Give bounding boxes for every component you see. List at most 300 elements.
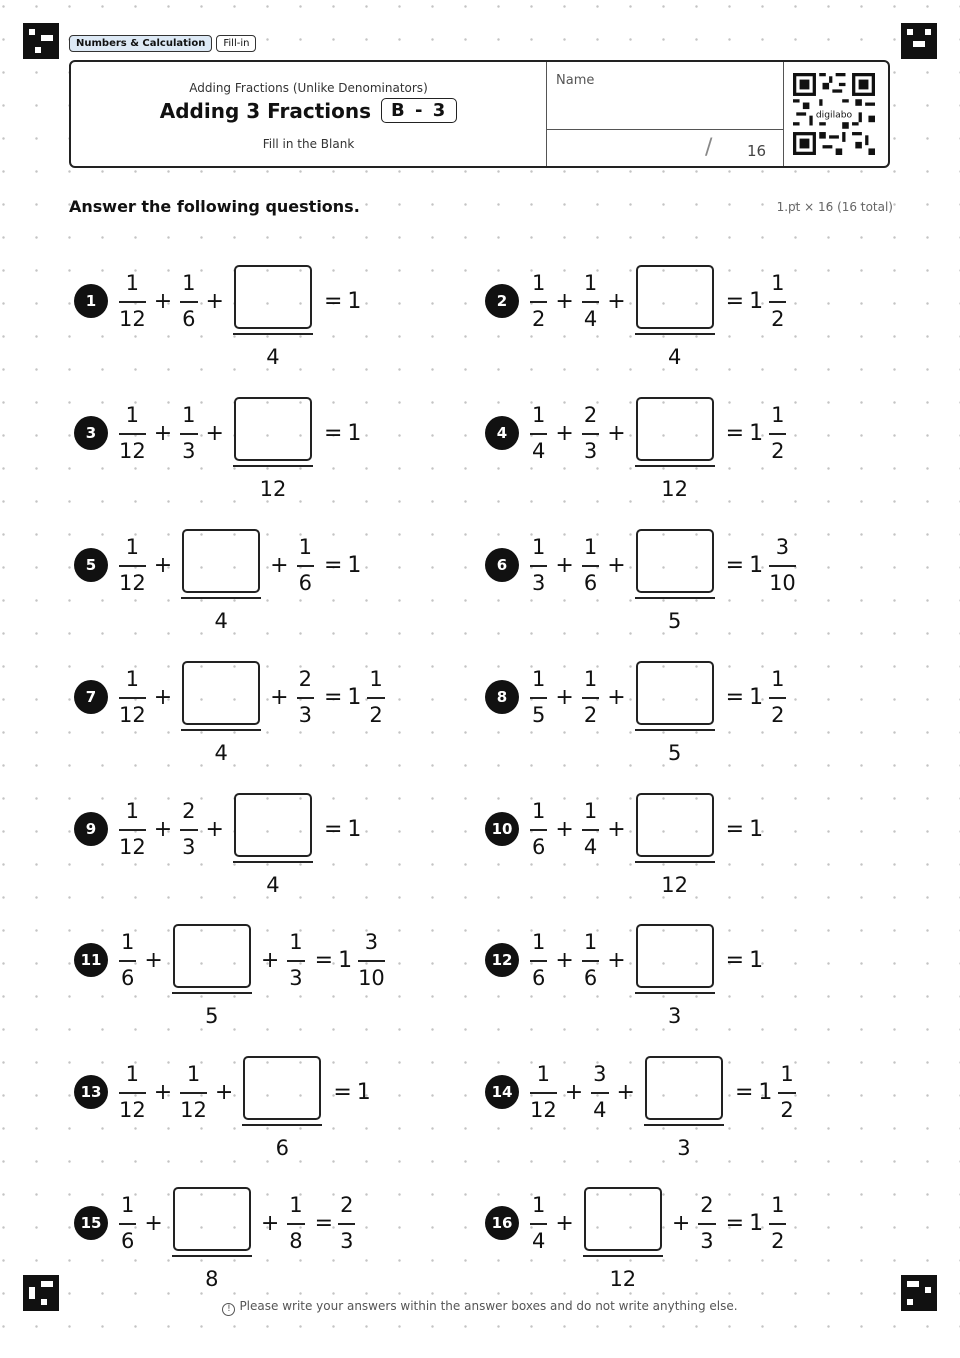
- denominator: 12: [119, 1097, 146, 1122]
- numerator: 1: [532, 534, 546, 559]
- question-number: 15: [74, 1206, 108, 1240]
- title-block: [71, 62, 546, 166]
- question-number: 3: [74, 416, 108, 450]
- result-whole: 1: [749, 1210, 764, 1236]
- fraction: [180, 270, 197, 331]
- answer-box[interactable]: [645, 1056, 723, 1120]
- fraction-bar: [287, 1223, 304, 1225]
- fraction: [119, 270, 146, 331]
- denominator: 6: [275, 1135, 290, 1160]
- fraction-bar: [582, 697, 599, 699]
- question-number: 10: [485, 812, 519, 846]
- question-number: 11: [74, 943, 108, 977]
- qr-label: digilabo: [815, 109, 853, 121]
- blank-fraction: [180, 661, 262, 764]
- equals-sign: =: [323, 420, 343, 446]
- numerator: 1: [125, 1061, 140, 1086]
- numerator: 1: [780, 1061, 794, 1086]
- fraction: [530, 1192, 547, 1253]
- result-fraction: [778, 1061, 795, 1122]
- denominator: 12: [119, 438, 146, 463]
- fraction-bar: [635, 992, 715, 994]
- denominator: 2: [532, 306, 546, 331]
- equation: [119, 510, 367, 633]
- denominator: 12: [180, 1097, 207, 1122]
- blank-fraction: [643, 1056, 725, 1159]
- level-code-badge: B - 3: [381, 98, 457, 123]
- fraction-bar: [172, 992, 252, 994]
- fraction: [582, 929, 599, 990]
- fraction-bar: [233, 333, 313, 335]
- result-whole: 1: [749, 816, 764, 842]
- numerator: 3: [593, 1061, 607, 1086]
- answer-box[interactable]: [584, 1187, 662, 1251]
- denominator: 6: [121, 965, 135, 990]
- fraction: [530, 270, 547, 331]
- plus-sign: +: [153, 552, 173, 578]
- plus-sign: +: [555, 1210, 574, 1236]
- denominator: 8: [289, 1228, 303, 1253]
- fraction-bar: [778, 1092, 795, 1094]
- denominator: 3: [667, 1003, 682, 1028]
- question-number: 16: [485, 1206, 519, 1240]
- fraction-bar: [242, 1124, 322, 1126]
- equals-sign: =: [725, 1210, 745, 1236]
- equation: [530, 378, 786, 501]
- fraction-bar: [769, 1223, 786, 1225]
- category-tag: Numbers & Calculation: [69, 35, 212, 52]
- plus-sign: +: [260, 947, 280, 973]
- fraction: [180, 798, 197, 859]
- denominator: 3: [340, 1228, 354, 1253]
- blank-fraction: [634, 924, 716, 1027]
- equation: [119, 774, 367, 897]
- denominator: 2: [771, 702, 785, 727]
- equation: [119, 378, 367, 501]
- blank-fraction: [180, 529, 262, 632]
- equation: [119, 642, 385, 765]
- plus-sign: +: [153, 816, 173, 842]
- fraction-bar: [287, 960, 304, 962]
- numerator: 1: [369, 666, 383, 691]
- denominator: 4: [214, 740, 228, 765]
- plus-sign: +: [144, 1210, 163, 1236]
- numerator: 1: [583, 929, 598, 954]
- question-number: 7: [74, 680, 108, 714]
- name-divider: [547, 129, 783, 130]
- fraction-bar: [180, 1092, 207, 1094]
- fraction-bar: [582, 829, 599, 831]
- numerator: 1: [532, 798, 546, 823]
- fraction-bar: [635, 597, 715, 599]
- fraction: [119, 1061, 146, 1122]
- denominator: 10: [769, 570, 796, 595]
- fraction-bar: [769, 697, 786, 699]
- blank-fraction: [582, 1187, 664, 1290]
- fraction: [119, 402, 146, 463]
- fraction-bar: [635, 861, 715, 863]
- fraction: [297, 534, 314, 595]
- blank-fraction: [634, 661, 716, 764]
- answer-box[interactable]: [636, 924, 714, 988]
- question-number: 4: [485, 416, 519, 450]
- denominator: 12: [119, 306, 146, 331]
- denominator: 2: [369, 702, 383, 727]
- fraction-bar: [635, 465, 715, 467]
- fraction-bar: [769, 565, 796, 567]
- denominator: 4: [532, 1228, 546, 1253]
- plus-sign: +: [555, 288, 574, 314]
- denominator: 12: [661, 872, 688, 897]
- fraction-bar: [530, 1092, 557, 1094]
- numerator: 2: [340, 1192, 354, 1217]
- denominator: 5: [532, 702, 546, 727]
- denominator: 4: [532, 438, 546, 463]
- fraction: [582, 270, 599, 331]
- denominator: 12: [119, 702, 146, 727]
- numerator: 2: [700, 1192, 714, 1217]
- fraction: [530, 402, 547, 463]
- equation: [530, 246, 786, 369]
- blank-fraction: [232, 397, 314, 500]
- numerator: 1: [289, 1192, 303, 1217]
- blank-fraction: [171, 924, 253, 1027]
- result-fraction: [769, 534, 796, 595]
- numerator: 1: [121, 1192, 135, 1217]
- fraction-bar: [119, 960, 136, 962]
- plus-sign: +: [555, 816, 574, 842]
- plus-sign: +: [205, 816, 224, 842]
- plus-sign: +: [607, 684, 626, 710]
- fraction-bar: [582, 301, 599, 303]
- result-whole: 1: [338, 947, 353, 973]
- denominator: 5: [667, 608, 682, 633]
- fraction: [582, 534, 599, 595]
- plus-sign: +: [671, 1210, 691, 1236]
- equals-sign: =: [725, 552, 745, 578]
- question-number: 6: [485, 548, 519, 582]
- fraction: [119, 666, 146, 727]
- blank-fraction: [241, 1056, 323, 1159]
- fraction-bar: [530, 433, 547, 435]
- result-whole: 1: [749, 947, 764, 973]
- equation: [530, 642, 786, 765]
- numerator: 1: [182, 270, 196, 295]
- points-info: 1.pt × 16 (16 total): [776, 200, 893, 214]
- fraction-bar: [635, 333, 715, 335]
- numerator: 1: [125, 534, 140, 559]
- denominator: 4: [266, 344, 280, 369]
- result-fraction: [769, 1192, 786, 1253]
- fraction-bar: [635, 729, 715, 731]
- denominator: 12: [259, 476, 287, 501]
- denominator: 12: [661, 476, 688, 501]
- denominator: 12: [609, 1266, 637, 1291]
- plus-sign: +: [564, 1079, 584, 1105]
- equals-sign: =: [734, 1079, 754, 1105]
- plus-sign: +: [270, 552, 289, 578]
- fraction-bar: [119, 1092, 146, 1094]
- worksheet-mode: Fill in the Blank: [262, 137, 355, 151]
- fraction: [591, 1061, 608, 1122]
- result-whole: 1: [347, 816, 362, 842]
- numerator: 1: [583, 798, 598, 823]
- fraction-bar: [530, 301, 547, 303]
- equals-sign: =: [725, 684, 745, 710]
- plus-sign: +: [153, 288, 173, 314]
- plus-sign: +: [607, 420, 626, 446]
- question-number: 13: [74, 1075, 108, 1109]
- fraction: [530, 798, 547, 859]
- answer-box[interactable]: [636, 661, 714, 725]
- denominator: 12: [119, 570, 146, 595]
- answer-box[interactable]: [636, 397, 714, 461]
- footer-text: Please write your answers within the answer boxes and do not write anything else.: [239, 1299, 738, 1313]
- question-number: 8: [485, 680, 519, 714]
- denominator: 4: [593, 1097, 607, 1122]
- info-icon: !: [222, 1303, 235, 1316]
- result-whole: 1: [749, 288, 764, 314]
- blank-fraction: [634, 397, 716, 500]
- numerator: 1: [532, 270, 546, 295]
- denominator: 6: [532, 834, 546, 859]
- numerator: 2: [182, 798, 196, 823]
- denominator: 6: [583, 570, 598, 595]
- numerator: 1: [583, 666, 598, 691]
- fraction: [297, 666, 314, 727]
- name-score-block: [546, 62, 784, 166]
- worksheet-title: Adding 3 Fractions: [159, 98, 371, 123]
- fraction-bar: [582, 433, 599, 435]
- fraction-bar: [367, 697, 384, 699]
- instructions: Answer the following questions.: [69, 197, 360, 216]
- fraction-bar: [119, 697, 146, 699]
- fraction-bar: [698, 1223, 715, 1225]
- denominator: 6: [532, 965, 546, 990]
- fraction: [287, 929, 304, 990]
- fraction: [287, 1192, 304, 1253]
- numerator: 1: [583, 534, 598, 559]
- equals-sign: =: [323, 684, 343, 710]
- answer-box[interactable]: [173, 1187, 251, 1251]
- answer-box[interactable]: [173, 924, 251, 988]
- denominator: 4: [266, 872, 280, 897]
- corner-marker-top-left: [23, 23, 59, 59]
- equals-sign: =: [725, 288, 745, 314]
- fraction-bar: [582, 960, 599, 962]
- numerator: 1: [289, 929, 303, 954]
- type-tag: Fill-in: [216, 35, 256, 52]
- numerator: 1: [536, 1061, 551, 1086]
- fraction-bar: [297, 697, 314, 699]
- plus-sign: +: [555, 947, 574, 973]
- fraction: [582, 666, 599, 727]
- fraction-bar: [181, 597, 261, 599]
- denominator: 3: [298, 702, 312, 727]
- numerator: 1: [125, 666, 140, 691]
- plus-sign: +: [607, 288, 626, 314]
- plus-sign: +: [153, 684, 173, 710]
- fraction-bar: [297, 565, 314, 567]
- fraction: [119, 534, 146, 595]
- blank-fraction: [171, 1187, 253, 1290]
- result-whole: 1: [347, 552, 362, 578]
- denominator: 4: [583, 834, 598, 859]
- equation: [119, 246, 367, 369]
- question-number: 5: [74, 548, 108, 582]
- blank-fraction: [634, 529, 716, 632]
- plus-sign: +: [153, 420, 173, 446]
- equation: [530, 774, 769, 897]
- denominator: 3: [289, 965, 303, 990]
- fraction: [180, 1061, 207, 1122]
- denominator: 12: [530, 1097, 557, 1122]
- numerator: 1: [532, 1192, 546, 1217]
- plus-sign: +: [616, 1079, 635, 1105]
- blank-fraction: [634, 265, 716, 368]
- numerator: 1: [532, 402, 546, 427]
- plus-sign: +: [205, 288, 224, 314]
- result-fraction: [769, 402, 786, 463]
- equation: [119, 1037, 377, 1160]
- numerator: 1: [771, 270, 785, 295]
- equals-sign: =: [314, 1210, 334, 1236]
- numerator: 1: [125, 402, 140, 427]
- denominator: 4: [583, 306, 598, 331]
- result-whole: 1: [749, 552, 764, 578]
- equals-sign: =: [725, 816, 745, 842]
- question-number: 12: [485, 943, 519, 977]
- fraction-bar: [119, 565, 146, 567]
- fraction-bar: [530, 565, 547, 567]
- fraction: [530, 534, 547, 595]
- fraction: [119, 798, 146, 859]
- denominator: 3: [583, 438, 598, 463]
- equation: [119, 905, 385, 1028]
- fraction-bar: [530, 1223, 547, 1225]
- denominator: 5: [667, 740, 682, 765]
- fraction-bar: [769, 433, 786, 435]
- answer-box[interactable]: [234, 793, 312, 857]
- fraction-bar: [582, 565, 599, 567]
- fraction: [180, 402, 197, 463]
- fraction: [582, 798, 599, 859]
- fraction-bar: [180, 829, 197, 831]
- fraction-bar: [119, 829, 146, 831]
- numerator: 1: [182, 402, 196, 427]
- numerator: 1: [771, 666, 785, 691]
- numerator: 2: [583, 402, 598, 427]
- answer-box[interactable]: [234, 397, 312, 461]
- fraction-bar: [172, 1255, 252, 1257]
- blank-fraction: [634, 793, 716, 896]
- fraction-bar: [338, 1223, 355, 1225]
- result-whole: 1: [749, 684, 764, 710]
- denominator: 5: [205, 1003, 219, 1028]
- denominator: 6: [121, 1228, 135, 1253]
- denominator: 2: [771, 1228, 785, 1253]
- fraction-bar: [583, 1255, 663, 1257]
- fraction-bar: [181, 729, 261, 731]
- fraction: [119, 1192, 136, 1253]
- plus-sign: +: [214, 1079, 234, 1105]
- answer-box[interactable]: [182, 529, 260, 593]
- equation: [530, 510, 796, 633]
- plus-sign: +: [270, 684, 289, 710]
- denominator: 3: [677, 1135, 691, 1160]
- fraction-bar: [530, 697, 547, 699]
- fraction-bar: [119, 1223, 136, 1225]
- answer-box[interactable]: [636, 529, 714, 593]
- fraction-bar: [530, 829, 547, 831]
- plus-sign: +: [205, 420, 224, 446]
- result-whole: 1: [749, 420, 764, 446]
- denominator: 6: [298, 570, 312, 595]
- denominator: 2: [780, 1097, 794, 1122]
- answer-box[interactable]: [243, 1056, 321, 1120]
- plus-sign: +: [260, 1210, 280, 1236]
- fraction-bar: [233, 861, 313, 863]
- worksheet-subtitle: Adding Fractions (Unlike Denominators): [189, 81, 428, 95]
- answer-box[interactable]: [636, 265, 714, 329]
- fraction-bar: [119, 301, 146, 303]
- fraction: [698, 1192, 715, 1253]
- question-number: 2: [485, 284, 519, 318]
- category-tags: [69, 35, 256, 52]
- fraction-bar: [233, 465, 313, 467]
- plus-sign: +: [555, 420, 574, 446]
- fraction: [582, 402, 599, 463]
- numerator: 3: [364, 929, 379, 954]
- equals-sign: =: [333, 1079, 352, 1105]
- answer-box[interactable]: [182, 661, 260, 725]
- fraction: [530, 666, 547, 727]
- qr-code-icon: [793, 73, 875, 155]
- numerator: 1: [186, 1061, 201, 1086]
- fraction-bar: [180, 301, 197, 303]
- equation: [530, 905, 769, 1028]
- numerator: 1: [532, 929, 546, 954]
- plus-sign: +: [153, 1079, 173, 1105]
- denominator: 6: [182, 306, 196, 331]
- answer-box[interactable]: [234, 265, 312, 329]
- footer-note: [0, 1299, 960, 1316]
- plus-sign: +: [607, 947, 626, 973]
- equals-sign: =: [725, 420, 745, 446]
- question-number: 14: [485, 1075, 519, 1109]
- equals-sign: =: [314, 947, 334, 973]
- answer-box[interactable]: [636, 793, 714, 857]
- denominator: 3: [182, 834, 196, 859]
- score-total: 16: [747, 142, 767, 160]
- question-number: 9: [74, 812, 108, 846]
- fraction-bar: [180, 433, 197, 435]
- result-fraction: [769, 666, 786, 727]
- plus-sign: +: [555, 684, 574, 710]
- numerator: 1: [121, 929, 135, 954]
- denominator: 2: [771, 438, 785, 463]
- numerator: 2: [298, 666, 312, 691]
- equals-sign: =: [323, 552, 343, 578]
- corner-marker-top-right: [901, 23, 937, 59]
- denominator: 8: [205, 1266, 219, 1291]
- fraction: [530, 1061, 557, 1122]
- result-whole: 1: [347, 420, 362, 446]
- denominator: 6: [583, 965, 598, 990]
- denominator: 2: [771, 306, 785, 331]
- plus-sign: +: [607, 816, 626, 842]
- fraction-bar: [530, 960, 547, 962]
